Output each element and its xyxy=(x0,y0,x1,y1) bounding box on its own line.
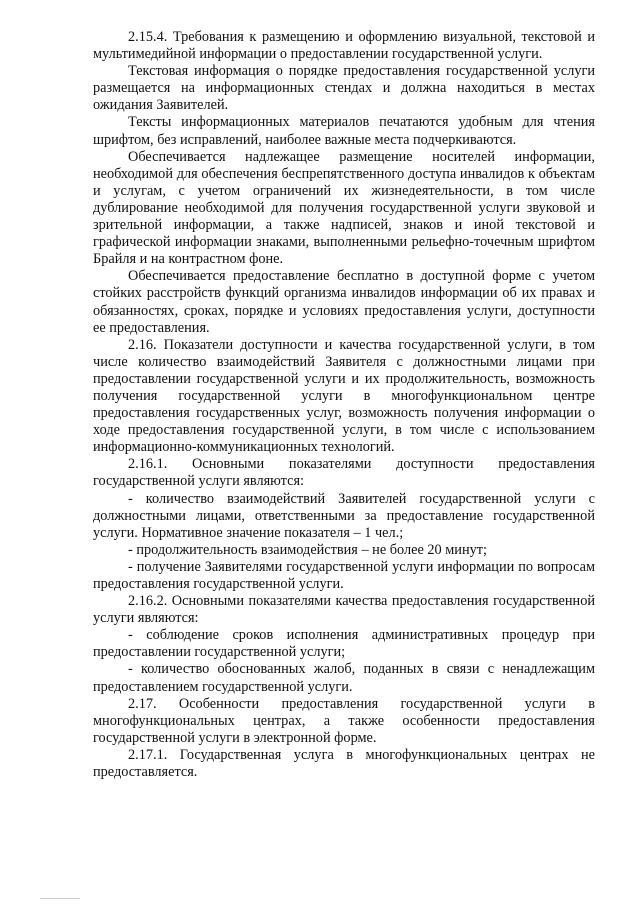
paragraph-2-16-2-heading: 2.16.2. Основными показателями качества предоставления государственной услуги являются: xyxy=(93,593,595,627)
scan-artifact-line xyxy=(40,898,80,899)
paragraph-print-font: Тексты информационных материалов печатаются удобным для чтения шрифтом, без исправлений, наиболее важные места подчеркиваются. xyxy=(93,114,595,148)
list-item-interactions-count: - количество взаимодействий Заявителей государственной услуги с должностными лицами, ответственными за предоставление государственной услуги. Нормативное значение показателя – 1 чел.; xyxy=(93,490,595,541)
paragraph-2-15-4-heading: 2.15.4. Требования к размещению и оформлению визуальной, текстовой и мультимедийной информации о предоставлении государственной услуги. xyxy=(93,29,595,63)
list-item-complaints: - количество обоснованных жалоб, поданных в связи с ненадлежащим предоставлением государственной услуги. xyxy=(93,661,595,695)
paragraph-text-info-placement: Текстовая информация о порядке предоставления государственной услуги размещается на информационных стендах и должна находиться в местах ожидания Заявителей. xyxy=(93,63,595,114)
paragraph-2-16-1-heading: 2.16.1. Основными показателями доступности предоставления государственной услуги являются: xyxy=(93,456,595,490)
paragraph-free-info-disabled: Обеспечивается предоставление бесплатно в доступной форме с учетом стойких расстройств функций организма инвалидов информации об их правах и обязанностях, сроках, порядке и условиях предоставления услуги, доступности ее предоставления. xyxy=(93,268,595,336)
paragraph-2-17-1: 2.17.1. Государственная услуга в многофункциональных центрах не предоставляется. xyxy=(93,746,595,781)
list-item-info-receipt: - получение Заявителями государственной услуги информации по вопросам предоставления государственной услуги. xyxy=(93,558,595,592)
paragraph-2-17-heading: 2.17. Особенности предоставления государственной услуги в многофункциональных центрах, а также особенности предоставления государственной услуги в электронной форме. xyxy=(93,695,595,746)
paragraph-2-16-heading: 2.16. Показатели доступности и качества государственной услуги, в том числе количество взаимодействий Заявителя с должностными лицами при предоставлении государственной услуги и их продолжительность, возможность получения государственной услуги в многофункциональном центре предоставления государственных услуг, возможность получения информации о ходе предоставления государственной услуги, в том числе с использованием информационно-коммуникационных технологий. xyxy=(93,336,595,456)
list-item-deadlines: - соблюдение сроков исполнения административных процедур при предоставлении государственной услуги; xyxy=(93,627,595,661)
paragraph-accessibility-media: Обеспечивается надлежащее размещение носителей информации, необходимой для обеспечения беспрепятственного доступа инвалидов к объектам и услугам, с учетом ограничений их жизнедеятельности, в том числе дублирование необходимой для получения государственной услуги звуковой и зрительной информации, а также надписей, знаков и иной текстовой и графической информации знаками, выполненными рельефно-точечным шрифтом Брайля и на контрастном фоне. xyxy=(93,148,595,268)
list-item-interaction-duration: - продолжительность взаимодействия – не более 20 минут; xyxy=(128,541,487,558)
